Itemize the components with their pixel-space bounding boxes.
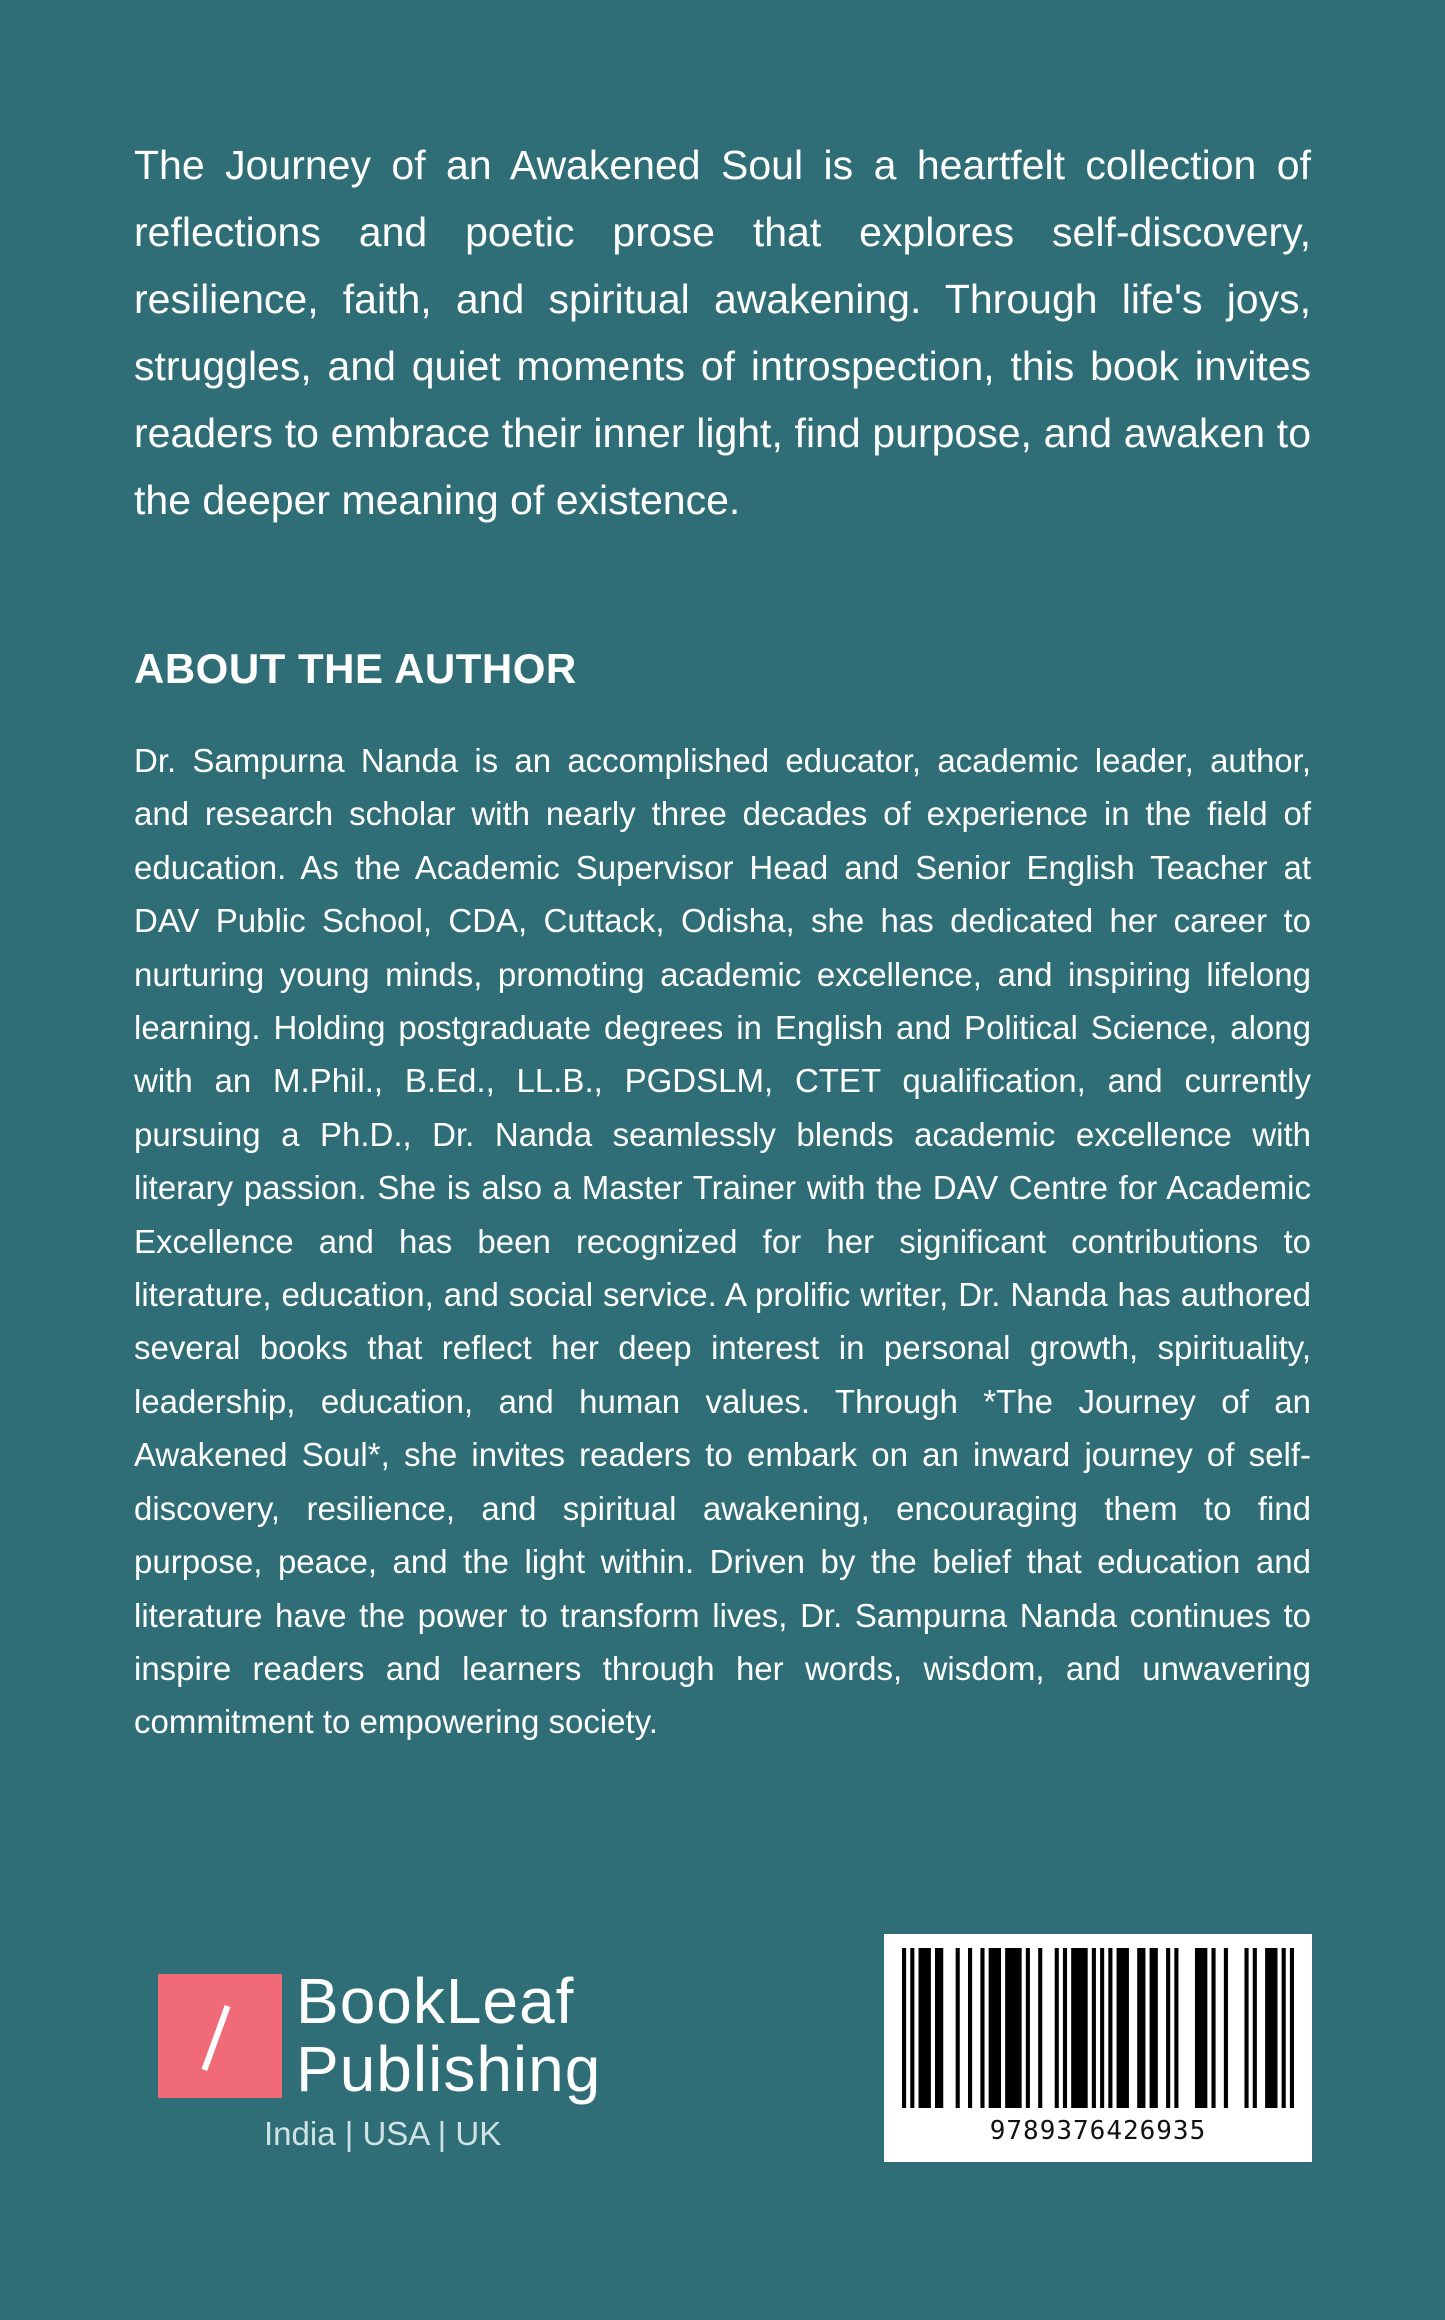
- barcode-bar: [1063, 1948, 1067, 2108]
- barcode-bar: [956, 1948, 960, 2108]
- barcode-bar: [1026, 1948, 1030, 2108]
- barcode-bar: [1174, 1948, 1178, 2108]
- barcode-bar: [1282, 1948, 1286, 2108]
- publisher-logo: [158, 1965, 618, 2152]
- barcode-bar: [1195, 1948, 1207, 2108]
- barcode-bar: [1005, 1948, 1022, 2108]
- book-blurb: The Journey of an Awakened Soul is a heartfelt collection of reflections and poetic prose that explores self-discovery, resilience, faith, and spiritual awakening. Through life's joys, struggles, and quiet moments of introspection, this book invites readers to embrace their inner light, find purpose, and awaken to the deeper meaning of existence.: [134, 142, 1311, 523]
- barcode-bar: [1071, 1948, 1088, 2108]
- barcode-bar: [1108, 1948, 1112, 2108]
- barcode-bar: [1137, 1948, 1145, 2108]
- barcode-bar: [910, 1948, 914, 2108]
- slash-logo-icon: [158, 1974, 282, 2098]
- barcode-bar: [989, 1948, 1001, 2108]
- isbn-barcode: [884, 1934, 1312, 2162]
- publisher-countries: India | USA | UK: [264, 2115, 502, 2152]
- about-author-text: Dr. Sampurna Nanda is an accomplished educator, academic leader, author, and research scholar with nearly three decades of experience in the field of education. As the Academic Supervisor Head and Senior English Teacher at DAV Public School, CDA, Cuttack, Odisha, she has dedicated her career to nurturing young minds, promoting academic excellence, and inspiring lifelong learning. Holding postgraduate degrees in English and Political Science, along with an M.Phil., B.Ed., LL.B., PGDSLM, CTET qualification, and currently pursuing a Ph.D., Dr. Nanda seamlessly blends academic excellence with literary passion. She is also a Master Trainer with the DAV Centre for Academic Excellence and has been recognized for her significant contributions to literature, education, and social service. A prolific writer, Dr. Nanda has authored several books that reflect her deep interest in personal growth, spirituality, leadership, education, and human values. Through *The Journey of an Awakened Soul*, she invites readers to embark on an inward journey of self-discovery, resilience, and spiritual awakening, encouraging them to find purpose, peace, and the light within. Driven by the belief that education and literature have the power to transform lives, Dr. Sampurna Nanda continues to inspire readers and learners through her words, wisdom, and unwavering commitment to empowering society.: [134, 742, 1311, 1741]
- barcode-bar: [1092, 1948, 1096, 2108]
- about-author-heading: ABOUT THE AUTHOR: [134, 645, 577, 692]
- barcode-bar: [1038, 1948, 1042, 2108]
- publisher-name-line2: Publishing: [296, 2033, 602, 2105]
- barcode-bar: [1166, 1948, 1170, 2108]
- barcode-bar: [919, 1948, 931, 2108]
- barcode-bar: [1211, 1948, 1215, 2108]
- barcode-bar: [1055, 1948, 1059, 2108]
- barcode-bar: [1150, 1948, 1158, 2108]
- barcode-icon: [902, 1948, 1294, 2108]
- barcode-bar: [980, 1948, 984, 2108]
- barcode-bar: [935, 1948, 943, 2108]
- barcode-bar: [1100, 1948, 1104, 2108]
- barcode-bar: [968, 1948, 972, 2108]
- barcode-bar: [1117, 1948, 1129, 2108]
- barcode-bar: [1244, 1948, 1248, 2108]
- publisher-name-line1: BookLeaf: [296, 1965, 575, 2037]
- barcode-bar: [1290, 1948, 1294, 2108]
- barcode-bar: [1224, 1948, 1228, 2108]
- barcode-bar: [1253, 1948, 1257, 2108]
- barcode-bar: [902, 1948, 906, 2108]
- isbn-number: 9789376426935: [989, 2116, 1207, 2146]
- barcode-bar: [1265, 1948, 1277, 2108]
